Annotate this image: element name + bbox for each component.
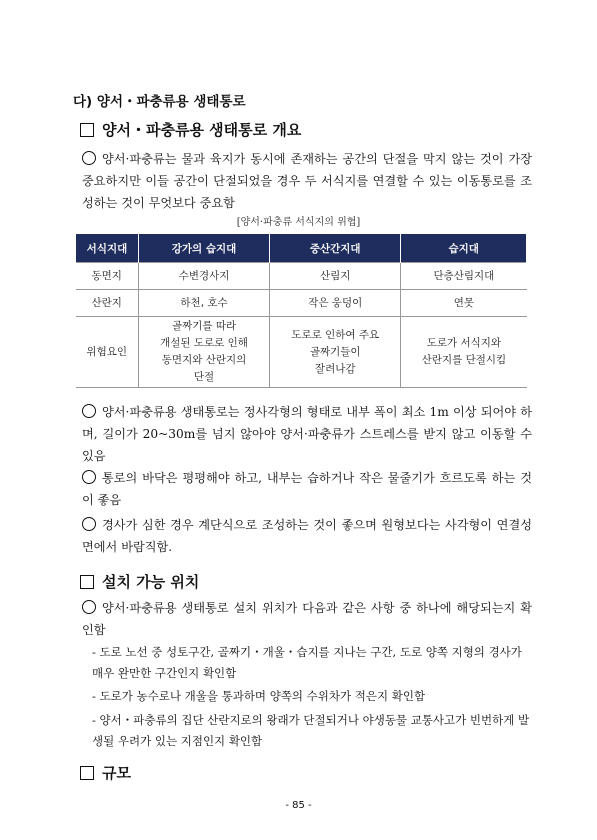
paragraph-2-text: 양서·파충류용 생태통로는 정사각형의 형태로 내부 폭이 최소 1m 이상 되어야 하며, 길이가 20~30m를 넘지 않아야 양서·파충류가 스트레스를 받지 않고 이동할 수 있음 bbox=[82, 405, 532, 463]
heading-location-text: 설치 가능 위치 bbox=[102, 573, 200, 591]
paragraph-1 bbox=[82, 148, 532, 214]
table-cell: 작은 웅덩이 bbox=[270, 290, 401, 317]
paragraph-1-text: 양서·파충류는 물과 육지가 동시에 존재하는 공간의 단절을 막지 않는 것이 가장 중요하지만 이들 공간이 단절되었을 경우 두 서식지를 연결할 수 있는 이동통로를 조성하는 것이 무엇보다 중요함 bbox=[82, 152, 532, 210]
heading-scale bbox=[80, 762, 131, 783]
table-cell: 위험요인 bbox=[76, 317, 139, 388]
page-number: - 85 - bbox=[285, 800, 312, 811]
circle-bullet-icon bbox=[82, 151, 96, 165]
dash-item-2: - 도로가 농수로나 개울을 통과하며 양쪽의 수위차가 적은지 확인함 bbox=[92, 689, 426, 703]
dash-item-3: - 양서・파충류의 집단 산란지로의 왕래가 단절되거나 야생동물 교통사고가 빈번하게 발생될 우려가 있는 지점인지 확인함 bbox=[92, 713, 530, 748]
square-bullet-icon bbox=[80, 575, 94, 589]
paragraph-4 bbox=[82, 514, 532, 558]
table-cell: 연못 bbox=[401, 290, 527, 317]
table-header-cell: 강가의 습지대 bbox=[138, 234, 269, 263]
table-header-cell: 서식지대 bbox=[76, 234, 139, 263]
table-header-cell: 습지대 bbox=[401, 234, 527, 263]
paragraph-5-text: 양서·파충류용 생태통로 설치 위치가 다음과 같은 사항 중 하나에 해당되는지 확인함 bbox=[82, 601, 532, 637]
table-row bbox=[76, 290, 527, 317]
table-caption: [양서·파충류 서식지의 위협] bbox=[236, 217, 361, 228]
table-cell: 도로가 서식지와 산란지를 단절시킴 bbox=[401, 317, 527, 388]
heading-overview bbox=[80, 119, 301, 140]
heading-overview-text: 양서・파충류용 생태통로 개요 bbox=[102, 121, 302, 139]
table-cell: 동면지 bbox=[76, 263, 139, 290]
square-bullet-icon bbox=[80, 123, 94, 137]
table-cell: 산란지 bbox=[76, 290, 139, 317]
paragraph-3 bbox=[82, 467, 532, 511]
habitat-threat-table bbox=[75, 233, 527, 388]
square-bullet-icon bbox=[80, 766, 94, 780]
paragraph-2 bbox=[82, 401, 532, 467]
circle-bullet-icon bbox=[82, 470, 96, 484]
table-cell: 산림지 bbox=[270, 263, 401, 290]
paragraph-5 bbox=[82, 597, 532, 641]
dash-item-1: - 도로 노선 중 성토구간, 골짜기・개울・습지를 지나는 구간, 도로 양쪽 지형의 경사가 매우 완만한 구간인지 확인함 bbox=[92, 645, 522, 680]
table-header-cell: 중산간지대 bbox=[270, 234, 401, 263]
table-cell: 도로로 인하여 주요 골짜기들이 잘려나감 bbox=[270, 317, 401, 388]
heading-location bbox=[80, 571, 199, 592]
paragraph-3-text: 통로의 바닥은 평평해야 하고, 내부는 습하거나 작은 물줄기가 흐르도록 하는 것이 좋음 bbox=[82, 471, 532, 507]
heading-scale-text: 규모 bbox=[102, 764, 131, 782]
circle-bullet-icon bbox=[82, 600, 96, 614]
table-cell: 골짜기를 따라 개설된 도로로 인해 동면지와 산란지의 단절 bbox=[138, 317, 269, 388]
section-title: 다) 양서・파충류용 생태통로 bbox=[73, 94, 246, 110]
table-row bbox=[76, 263, 527, 290]
table-header-row bbox=[76, 234, 527, 263]
circle-bullet-icon bbox=[82, 404, 96, 418]
table-cell: 단층산림지대 bbox=[401, 263, 527, 290]
table-cell: 수변경사지 bbox=[138, 263, 269, 290]
table-row bbox=[76, 317, 527, 388]
circle-bullet-icon bbox=[82, 517, 96, 531]
paragraph-4-text: 경사가 심한 경우 계단식으로 조성하는 것이 좋으며 원형보다는 사각형이 연결성 면에서 바람직함. bbox=[82, 518, 532, 554]
table-cell: 하천, 호수 bbox=[138, 290, 269, 317]
